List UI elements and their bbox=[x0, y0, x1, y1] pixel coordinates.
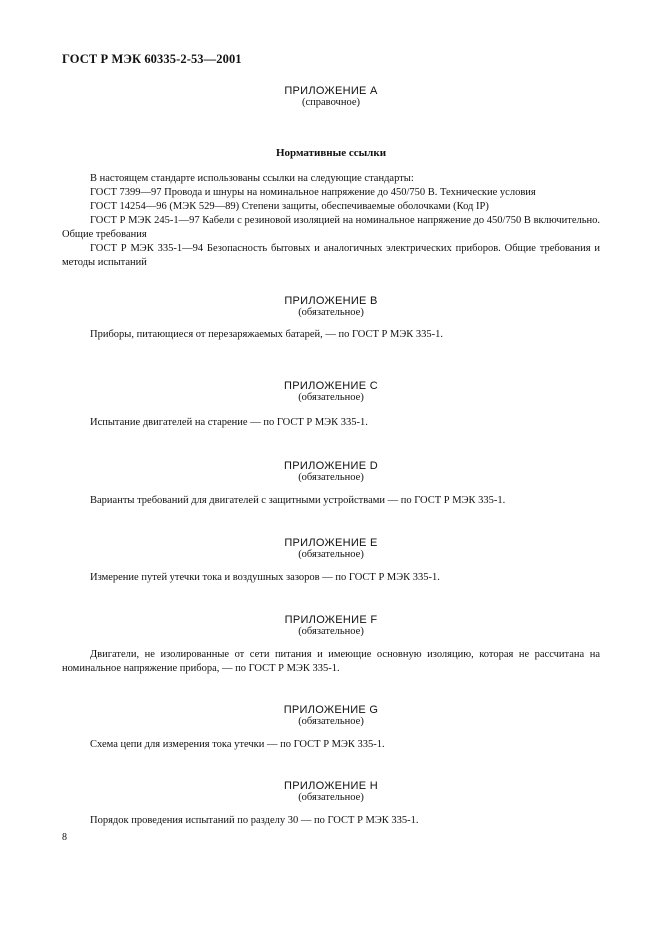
annex-c-heading bbox=[62, 380, 600, 403]
reference-item: ГОСТ Р МЭК 245-1—97 Кабели с резиновой изоляцией на номинальное напряжение до 450/750 В включительно. Общие требования bbox=[62, 215, 600, 240]
annex-paragraph: Порядок проведения испытаний по разделу 30 — по ГОСТ Р МЭК 335-1. bbox=[90, 815, 419, 826]
annex-e-heading bbox=[62, 537, 600, 560]
annex-e-text bbox=[62, 571, 600, 585]
annex-title: ПРИЛОЖЕНИЕ D bbox=[284, 460, 378, 472]
reference-item: ГОСТ Р МЭК 335-1—94 Безопасность бытовых и аналогичных электрических приборов. Общие требования и методы испытаний bbox=[62, 243, 600, 268]
annex-paragraph: Измерение путей утечки тока и воздушных зазоров — по ГОСТ Р МЭК 335-1. bbox=[90, 572, 440, 583]
annex-title: ПРИЛОЖЕНИЕ С bbox=[284, 380, 378, 392]
annex-c-text bbox=[62, 416, 600, 430]
references-intro: В настоящем стандарте использованы ссылки на следующие стандарты: bbox=[90, 173, 414, 184]
annex-title: ПРИЛОЖЕНИЕ А bbox=[284, 85, 378, 97]
reference-item: ГОСТ 7399—97 Провода и шнуры на номинальное напряжение до 450/750 В. Технические условия bbox=[90, 187, 536, 198]
reference-item: ГОСТ 14254—96 (МЭК 529—89) Степени защиты, обеспечиваемые оболочками (Код IP) bbox=[90, 201, 489, 212]
annex-f-heading bbox=[62, 614, 600, 637]
annex-d-heading bbox=[62, 460, 600, 483]
annex-g-heading bbox=[62, 704, 600, 727]
annex-status: (обязательное) bbox=[298, 549, 364, 560]
annex-status: (справочное) bbox=[302, 97, 360, 108]
annex-status: (обязательное) bbox=[298, 307, 364, 318]
annex-title: ПРИЛОЖЕНИЕ В bbox=[284, 295, 378, 307]
section-heading: Нормативные ссылки bbox=[275, 147, 387, 159]
normative-references bbox=[62, 172, 600, 270]
annex-g-text bbox=[62, 738, 600, 752]
annex-paragraph: Приборы, питающиеся от перезаряжаемых батарей, — по ГОСТ Р МЭК 335-1. bbox=[90, 329, 444, 340]
annex-title: ПРИЛОЖЕНИЕ G bbox=[283, 704, 379, 716]
annex-title: ПРИЛОЖЕНИЕ Н bbox=[284, 780, 378, 792]
page-number: 8 bbox=[62, 832, 67, 843]
annex-paragraph: Испытание двигателей на старение — по ГОСТ Р МЭК 335-1. bbox=[90, 417, 368, 428]
document-header: ГОСТ Р МЭК 60335-2-53—2001 bbox=[62, 52, 242, 66]
annex-status: (обязательное) bbox=[298, 392, 364, 403]
annex-title: ПРИЛОЖЕНИЕ F bbox=[284, 614, 378, 626]
annex-h-text bbox=[62, 814, 600, 828]
annex-status: (обязательное) bbox=[298, 792, 364, 803]
annex-b-heading bbox=[62, 295, 600, 318]
annex-status: (обязательное) bbox=[298, 626, 364, 637]
annex-d-text bbox=[62, 494, 600, 508]
annex-status: (обязательное) bbox=[298, 472, 364, 483]
annex-paragraph: Схема цепи для измерения тока утечки — по ГОСТ Р МЭК 335-1. bbox=[90, 739, 385, 750]
annex-paragraph: Варианты требований для двигателей с защитными устройствами — по ГОСТ Р МЭК 335-1. bbox=[90, 495, 506, 506]
annex-paragraph: Двигатели, не изолированные от сети питания и имеющие основную изоляцию, которая не рассчитана на номинальное напряжение прибора, — по ГОСТ Р МЭК 335-1. bbox=[62, 649, 600, 674]
annex-b-text bbox=[62, 328, 600, 342]
annex-h-heading bbox=[62, 780, 600, 803]
annex-title: ПРИЛОЖЕНИЕ Е bbox=[284, 537, 378, 549]
annex-a-heading bbox=[62, 85, 600, 108]
annex-f-text bbox=[62, 648, 600, 676]
annex-status: (обязательное) bbox=[298, 716, 364, 727]
